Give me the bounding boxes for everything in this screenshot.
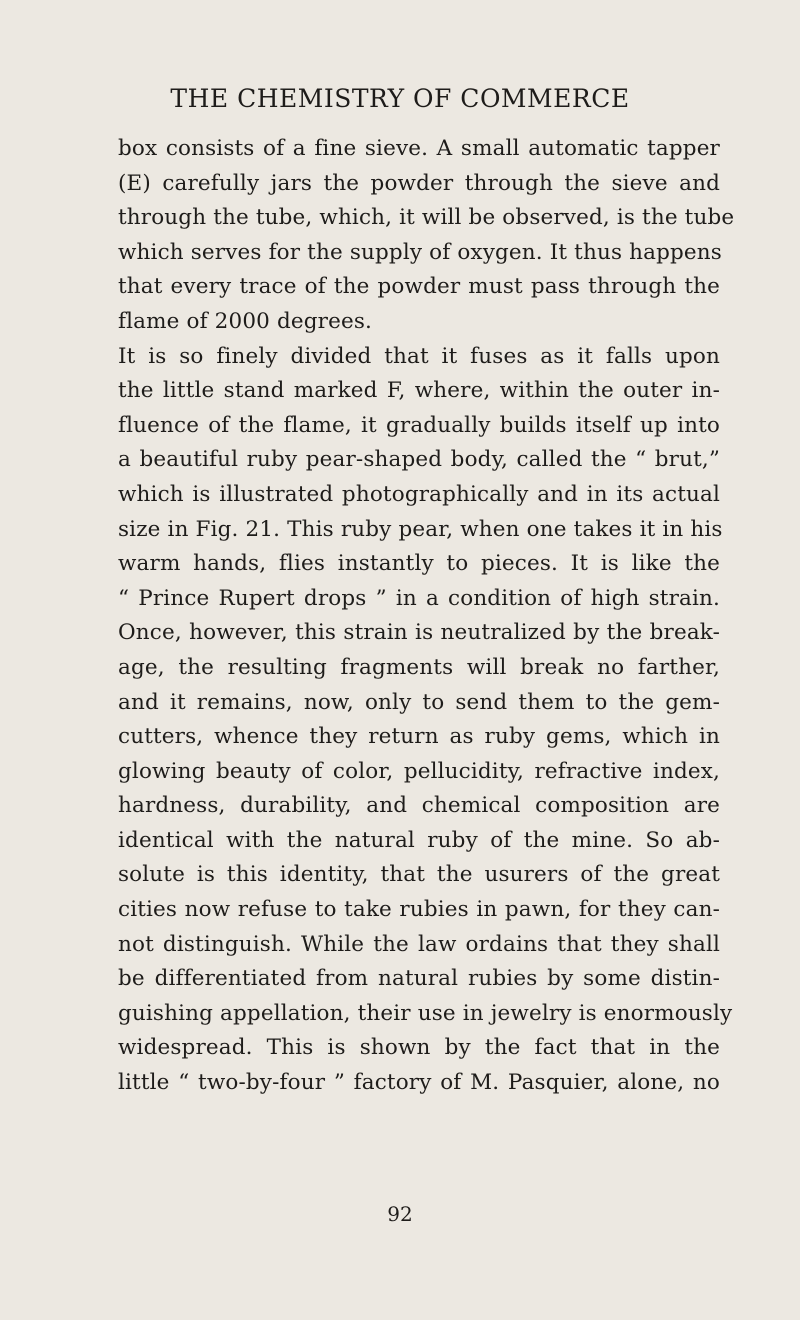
text-line: the little stand marked F, where, within the outer in- xyxy=(118,378,720,404)
page-number: 92 xyxy=(387,1202,413,1226)
text-line: solute is this identity, that the usurers of the great xyxy=(118,862,720,888)
text-line: a beautiful ruby pear-shaped body, called the “ brut,” xyxy=(118,447,720,473)
body-text xyxy=(118,132,735,1101)
text-line: Once, however, this strain is neutralized by the break- xyxy=(118,620,720,646)
text-line: little “ two-by-four ” factory of M. Pasquier, alone, no xyxy=(118,1070,720,1096)
text-line: age, the resulting fragments will break no farther, xyxy=(118,654,720,680)
text-line: warm hands, flies instantly to pieces. It is like the xyxy=(118,551,720,577)
text-line: fluence of the flame, it gradually builds itself up into xyxy=(118,412,720,438)
text-line: glowing beauty of color, pellucidity, refractive index, xyxy=(118,758,720,784)
text-line: and it remains, now, only to send them to the gem- xyxy=(118,689,720,715)
text-line: which is illustrated photographically and in its actual xyxy=(118,481,720,507)
text-line: flame of 2000 degrees. xyxy=(118,308,373,334)
text-line: cutters, whence they return as ruby gems, which in xyxy=(118,724,720,750)
text-line: hardness, durability, and chemical composition are xyxy=(118,793,720,819)
paragraph-2 xyxy=(118,340,733,1101)
paragraph-1 xyxy=(118,132,735,340)
text-line: box consists of a fine sieve. A small automatic tapper xyxy=(118,136,720,161)
text-line: guishing appellation, their use in jewelry is enormously xyxy=(118,1000,733,1026)
text-line: not distinguish. While the law ordains that they shall xyxy=(118,931,720,957)
text-line: widespread. This is shown by the fact that in the xyxy=(118,1035,720,1061)
text-line: which serves for the supply of oxygen. It thus happens xyxy=(118,239,722,265)
text-line: “ Prince Rupert drops ” in a condition of high strain. xyxy=(118,585,720,611)
text-line: identical with the natural ruby of the mine. So ab- xyxy=(118,827,720,853)
text-line: through the tube, which, it will be observed, is the tube xyxy=(118,205,735,231)
text-line: It is so finely divided that it fuses as it falls upon xyxy=(118,343,720,369)
text-line: be differentiated from natural rubies by some distin- xyxy=(118,966,720,992)
text-line: size in Fig. 21. This ruby pear, when one takes it in his xyxy=(118,516,723,542)
text-line: (E) carefully jars the powder through the sieve and xyxy=(118,170,720,196)
running-header: THE CHEMISTRY OF COMMERCE xyxy=(170,84,630,113)
text-line: that every trace of the powder must pass through the xyxy=(118,274,720,300)
text-line: cities now refuse to take rubies in pawn, for they can- xyxy=(118,897,720,923)
